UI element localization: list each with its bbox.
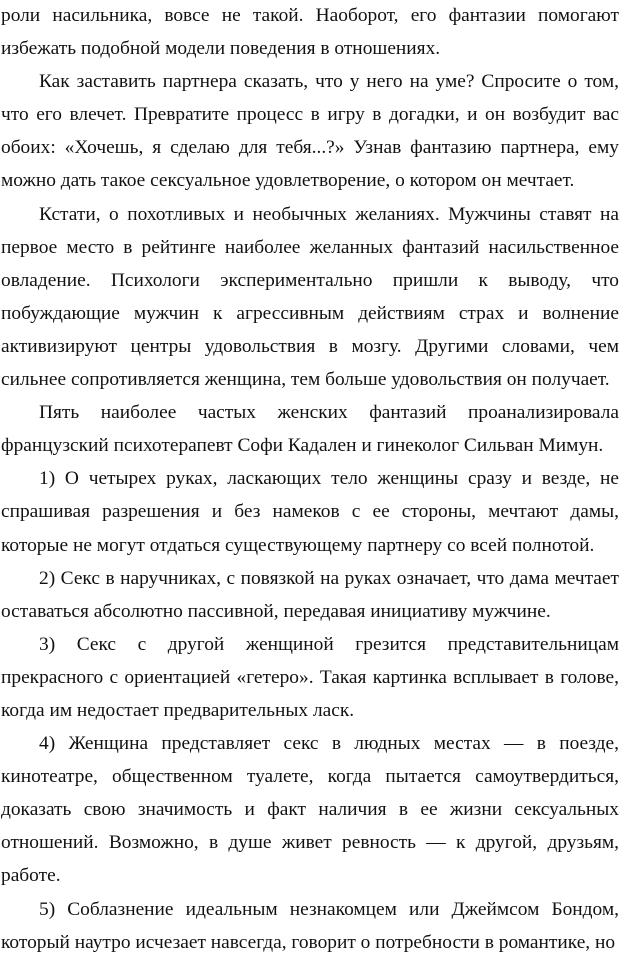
text-line: 5) Соблазнение идеальным незнакомцем или Джеймсом Бондом, bbox=[39, 898, 619, 920]
text-line: обоих: «Хочешь, я сделаю для тебя...?» Узнав фантазию партнера, ему bbox=[1, 137, 619, 159]
document-text bbox=[1, 0, 619, 959]
text-line: который наутро исчезает навсегда, говорит о потребности в романтике, но bbox=[1, 931, 616, 953]
text-line: 4) Женщина представляет секс в людных местах — в поезде, bbox=[39, 733, 619, 755]
text-line: отношений. Возможно, в душе живет ревность — к другой, друзьям, bbox=[1, 832, 619, 854]
paragraph bbox=[1, 65, 619, 197]
text-line: первое место в рейтинге наиболее желанных фантазий насильственное bbox=[1, 236, 619, 258]
text-line: работе. bbox=[1, 865, 61, 887]
text-line: 2) Секс в наручниках, с повязкой на руках означает, что дама мечтает bbox=[39, 567, 619, 589]
text-line: Кстати, о похотливых и необычных желаниях. Мужчины ставят на bbox=[39, 203, 619, 225]
list-paragraph-3 bbox=[1, 628, 619, 727]
text-line: овладение. Психологи экспериментально пришли к выводу, что bbox=[1, 269, 619, 291]
text-line: Как заставить партнера сказать, что у него на уме? Спросите о том, bbox=[39, 71, 619, 93]
text-line: избежать подобной модели поведения в отношениях. bbox=[1, 38, 441, 60]
text-line: которые не могут отдаться существующему партнеру со всей полнотой. bbox=[1, 534, 595, 556]
list-paragraph-5 bbox=[1, 893, 619, 959]
paragraph bbox=[1, 396, 619, 462]
text-line: роли насильника, вовсе не такой. Наоборот, его фантазии помогают bbox=[1, 5, 619, 26]
text-line: спрашивая разрешения и без намеков с ее стороны, мечтают дамы, bbox=[1, 501, 619, 523]
text-line: оставаться абсолютно пассивной, передавая инициативу мужчине. bbox=[1, 600, 551, 622]
text-line: Пять наиболее частых женских фантазий проанализировала bbox=[39, 402, 619, 424]
text-line: когда им недостает предварительных ласк. bbox=[1, 699, 355, 721]
text-line: активизируют центры удовольствия в мозгу. Другими словами, чем bbox=[1, 335, 619, 357]
text-line: побуждающие мужчин к агрессивным действиям страх и волнение bbox=[1, 302, 619, 324]
text-line: доказать свою значимость и факт наличия в ее жизни сексуальных bbox=[1, 799, 619, 821]
text-line: можно дать такое сексуальное удовлетворение, о котором он мечтает. bbox=[1, 170, 575, 192]
text-line: что его влечет. Превратите процесс в игру в догадки, и он возбудит вас bbox=[1, 104, 619, 126]
text-line: кинотеатре, общественном туалете, когда пытается самоутвердиться, bbox=[1, 766, 619, 788]
paragraph-continued bbox=[1, 0, 619, 65]
paragraph bbox=[1, 198, 619, 397]
list-paragraph-4 bbox=[1, 727, 619, 892]
text-line: французский психотерапевт Софи Кадален и гинеколог Сильван Мимун. bbox=[1, 435, 604, 457]
text-line: 3) Секс с другой женщиной грезится представительницам bbox=[39, 633, 619, 655]
list-paragraph-2 bbox=[1, 562, 619, 628]
text-line: сильнее сопротивляется женщина, тем больше удовольствия он получает. bbox=[1, 369, 610, 391]
text-line: 1) О четырех руках, ласкающих тело женщины сразу и везде, не bbox=[39, 468, 619, 490]
list-paragraph-1 bbox=[1, 462, 619, 561]
text-line: прекрасного с ориентацией «гетеро». Такая картинка всплывает в голове, bbox=[1, 666, 619, 688]
